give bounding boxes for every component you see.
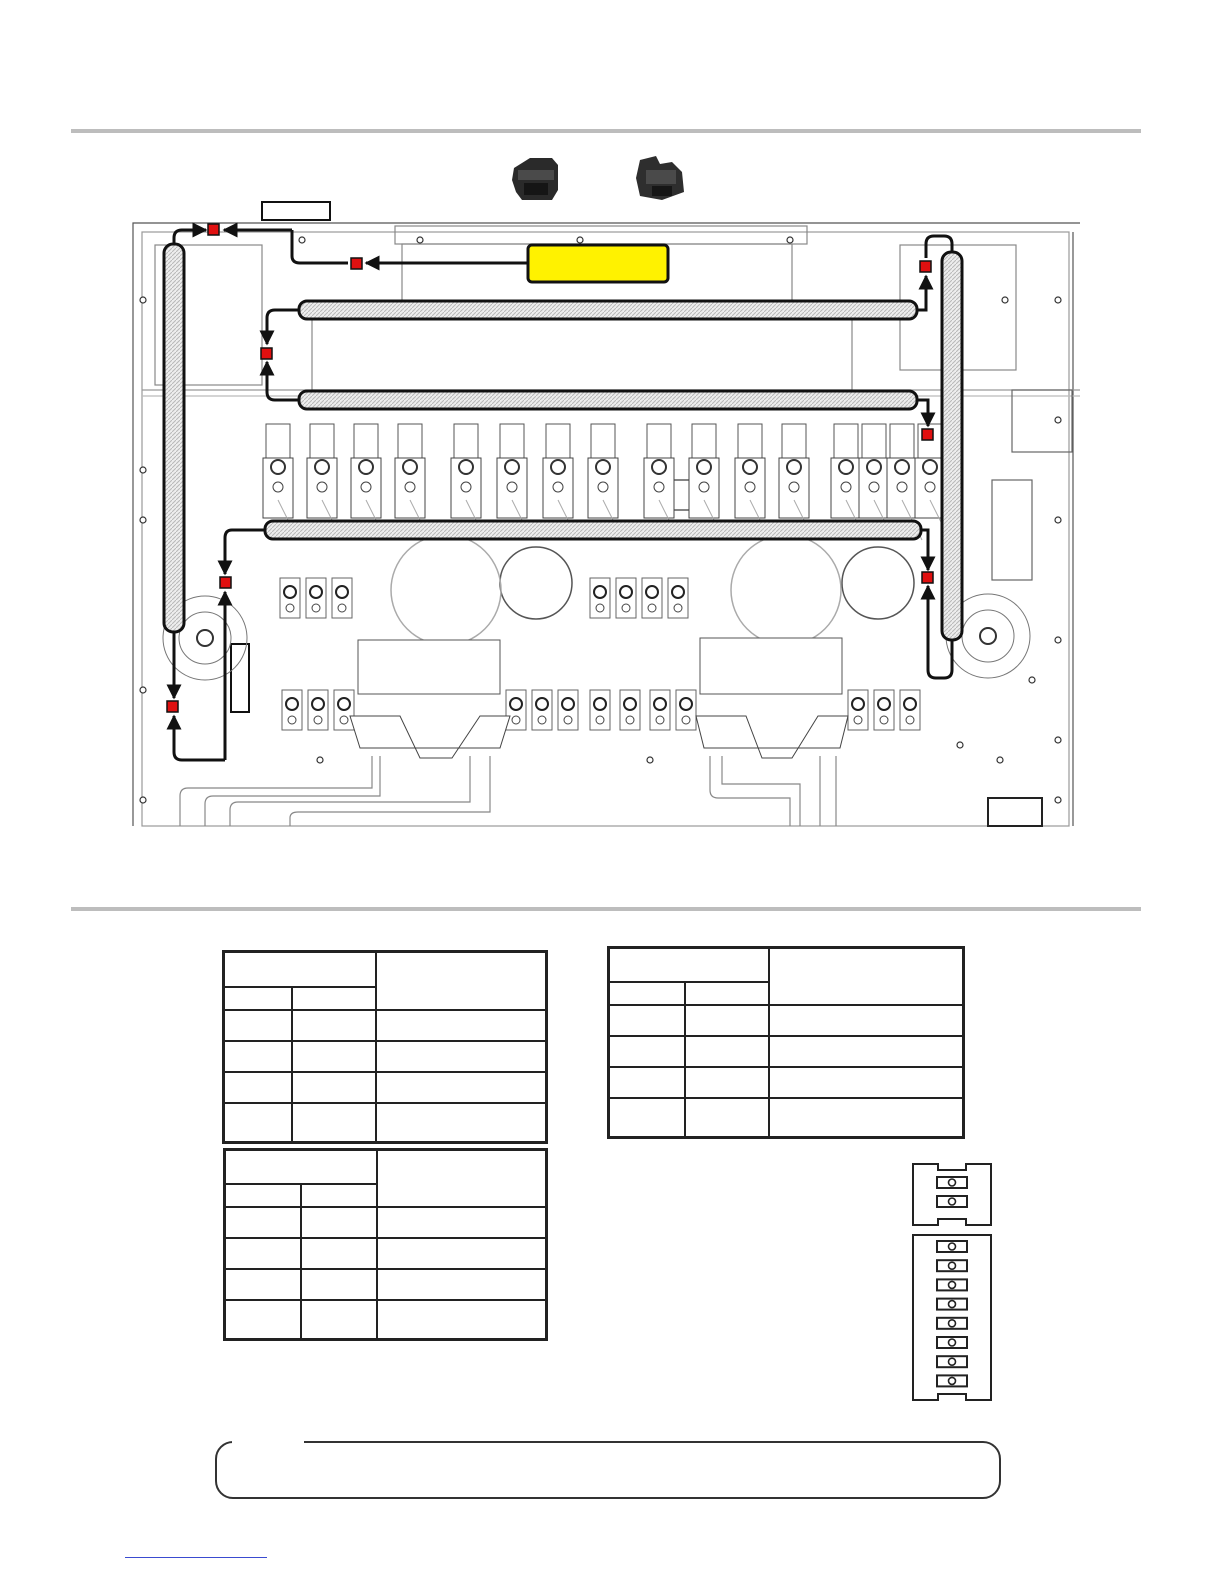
module: [900, 690, 920, 730]
table-cell: [377, 1300, 547, 1339]
table-cell: [685, 1067, 769, 1098]
table-cell: [769, 1067, 964, 1098]
top-label-box: [262, 202, 330, 220]
table-cell: [224, 1103, 293, 1142]
screw-hole: [1055, 737, 1061, 743]
module: [668, 578, 688, 618]
table-cell: [225, 1238, 302, 1269]
table-a-sub-2: [292, 987, 376, 1010]
table-cell: [224, 1010, 293, 1041]
table-a-sub-1: [224, 987, 293, 1010]
connector-marker: [208, 224, 219, 235]
table-cell: [224, 1072, 293, 1103]
connector-photo-female: [636, 156, 684, 200]
screw-hole: [1055, 417, 1061, 423]
connector-marker: [920, 261, 931, 272]
table-cell: [301, 1238, 377, 1269]
connector-pin: [937, 1279, 967, 1290]
table-row: [609, 1067, 964, 1098]
table-cell: [685, 1005, 769, 1036]
table-cell: [224, 1041, 293, 1072]
module: [282, 690, 302, 730]
module: [306, 578, 326, 618]
table-a-header-right: [376, 952, 547, 1010]
table-cell: [301, 1269, 377, 1300]
note-tab-gap: [232, 1437, 304, 1445]
table-a-header-left: [224, 952, 377, 987]
module: [334, 690, 354, 730]
module: [848, 690, 868, 730]
table-row: [224, 1041, 547, 1072]
table-cell: [292, 1041, 376, 1072]
table-cell: [292, 1103, 376, 1142]
table-cell: [685, 1098, 769, 1137]
module: [616, 578, 636, 618]
table-cell: [376, 1072, 547, 1103]
screw-hole: [140, 687, 146, 693]
module: [558, 690, 578, 730]
table-c: [223, 1148, 548, 1341]
table-cell: [225, 1300, 302, 1339]
connector-pin: [937, 1318, 967, 1329]
table-b-sub-1: [609, 982, 686, 1005]
table-a: [222, 950, 548, 1144]
manifold-blocks: [358, 638, 842, 694]
screw-hole: [1055, 637, 1061, 643]
module: [506, 690, 526, 730]
connector-pin: [937, 1299, 967, 1310]
connector-marker: [922, 429, 933, 440]
note-text: [217, 1443, 999, 1479]
connector-marker: [167, 701, 178, 712]
connector-pin: [937, 1337, 967, 1348]
table-cell: [225, 1207, 302, 1238]
module: [676, 690, 696, 730]
connector-pin: [937, 1260, 967, 1271]
note-box: [215, 1441, 1001, 1499]
table-cell: [609, 1005, 686, 1036]
table-cell: [376, 1103, 547, 1142]
screw-hole: [1055, 797, 1061, 803]
table-c-sub-1: [225, 1184, 302, 1207]
module: [280, 578, 300, 618]
table-cell: [377, 1238, 547, 1269]
table-cell: [609, 1067, 686, 1098]
table-c-header-left: [225, 1150, 378, 1184]
table-row: [609, 1036, 964, 1067]
connector-marker: [351, 258, 362, 269]
table-cell: [609, 1098, 686, 1137]
table-row: [225, 1300, 547, 1339]
screw-hole: [997, 757, 1003, 763]
screw-hole: [417, 237, 423, 243]
lower-tubing: [180, 756, 836, 826]
table-b-header-right: [769, 948, 964, 1005]
screw-hole: [140, 467, 146, 473]
table-b-sub-2: [685, 982, 769, 1005]
connector-pin: [937, 1177, 967, 1188]
table-row: [609, 1005, 964, 1036]
table-c-header-right: [377, 1150, 547, 1207]
table-cell: [769, 1098, 964, 1137]
screw-hole: [140, 297, 146, 303]
connector-marker: [922, 572, 933, 583]
table-cell: [377, 1207, 547, 1238]
module: [620, 690, 640, 730]
table-cell: [225, 1269, 302, 1300]
screw-hole: [140, 517, 146, 523]
module-row-middle: [280, 578, 688, 618]
table-cell: [376, 1010, 547, 1041]
module: [874, 690, 894, 730]
table-c-sub-2: [301, 1184, 377, 1207]
connector-pin: [937, 1356, 967, 1367]
connector-pinout-large: [913, 1235, 991, 1400]
module: [590, 578, 610, 618]
connector-pinout-small: [913, 1164, 991, 1225]
connector-photo-male: [512, 158, 558, 200]
module: [332, 578, 352, 618]
module: [650, 690, 670, 730]
screw-hole: [1002, 297, 1008, 303]
screw-hole: [140, 797, 146, 803]
highlight-label: [528, 245, 668, 282]
table-row: [224, 1072, 547, 1103]
table-cell: [769, 1036, 964, 1067]
module: [308, 690, 328, 730]
screw-hole: [317, 757, 323, 763]
table-b-header-left: [609, 948, 770, 982]
screw-hole: [1055, 297, 1061, 303]
module: [532, 690, 552, 730]
connector-marker: [220, 577, 231, 588]
table-cell: [301, 1207, 377, 1238]
table-cell: [609, 1036, 686, 1067]
screw-hole: [577, 237, 583, 243]
connector-pin: [937, 1196, 967, 1207]
screw-hole: [299, 237, 305, 243]
table-cell: [292, 1072, 376, 1103]
footer-link[interactable]: [125, 1557, 267, 1558]
screw-hole: [787, 237, 793, 243]
screw-hole: [1029, 677, 1035, 683]
module: [642, 578, 662, 618]
table-row: [225, 1269, 547, 1300]
connector-pin: [937, 1375, 967, 1386]
table-row: [224, 1103, 547, 1142]
table-cell: [769, 1005, 964, 1036]
table-row: [225, 1207, 547, 1238]
table-cell: [301, 1300, 377, 1339]
table-cell: [685, 1036, 769, 1067]
screw-hole: [957, 742, 963, 748]
table-cell: [292, 1010, 376, 1041]
table-cell: [376, 1041, 547, 1072]
connector-marker: [261, 348, 272, 359]
table-row: [225, 1238, 547, 1269]
table-row: [224, 1010, 547, 1041]
connector-pin: [937, 1241, 967, 1252]
module: [590, 690, 610, 730]
table-cell: [377, 1269, 547, 1300]
table-row: [609, 1098, 964, 1137]
screw-hole: [1055, 517, 1061, 523]
table-b: [607, 946, 965, 1139]
screw-hole: [647, 757, 653, 763]
